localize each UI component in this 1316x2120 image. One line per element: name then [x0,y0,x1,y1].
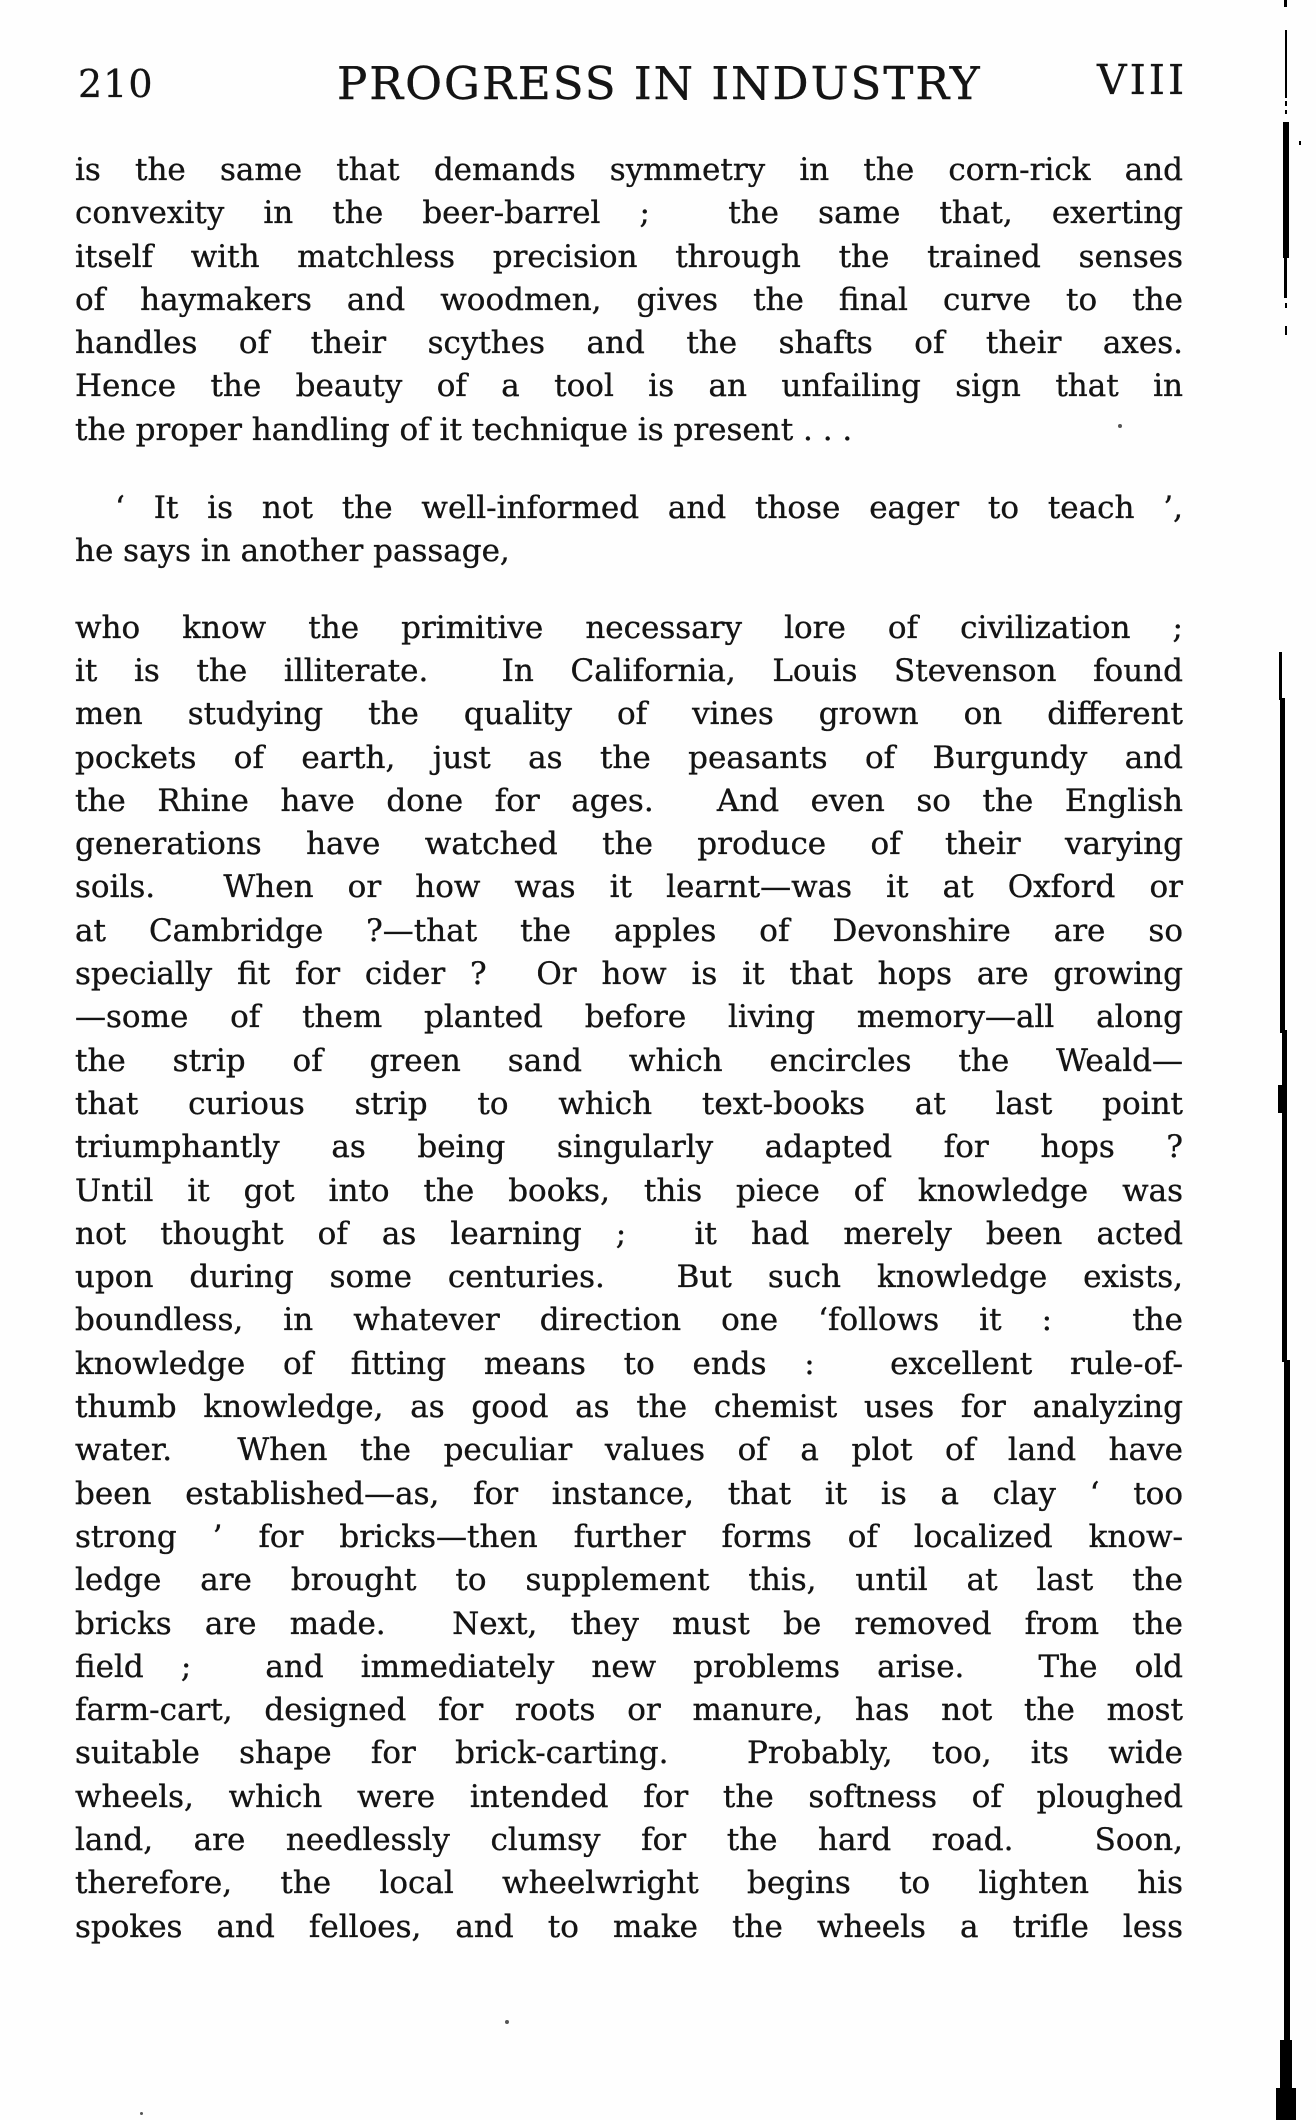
ink-speck [505,2020,509,2024]
text-line: he says in another passage, [75,533,510,570]
paragraph [75,487,1183,574]
text-line: that curious strip to which text-books at last point [75,1085,1183,1122]
text-line: been established—as, for instance, that it is a clay ‘ too [75,1475,1183,1512]
text-line: Until it got into the books, this piece of knowledge was [75,1172,1183,1209]
text-line: who know the primitive necessary lore of civilization ; [75,609,1183,646]
text-line: wheels, which were intended for the softness of ploughed [75,1778,1183,1815]
text-line: generations have watched the produce of their varying [75,826,1183,863]
text-line: spokes and felloes, and to make the wheels a trifle less [75,1908,1183,1945]
text-line: knowledge of fitting means to ends : excellent rule-of- [75,1345,1183,1382]
text-line: soils. When or how was it learnt—was it at Oxford or [75,869,1183,906]
page-number: 210 [78,62,154,106]
text-line: of haymakers and woodmen, gives the final curve to the [75,281,1183,318]
text-line: water. When the peculiar values of a plot of land have [75,1432,1183,1469]
text-line: convexity in the beer-barrel ; the same that, exerting [75,195,1183,232]
body-text [75,149,1183,1949]
text-line: it is the illiterate. In California, Louis Stevenson found [75,652,1183,689]
text-line: bricks are made. Next, they must be removed from the [75,1605,1183,1642]
text-line: ledge are brought to supplement this, until at last the [75,1562,1183,1599]
text-line: thumb knowledge, as good as the chemist uses for analyzing [75,1389,1183,1426]
text-line: triumphantly as being singularly adapted for hops ? [75,1129,1183,1166]
text-line: boundless, in whatever direction one ‘follows it : the [75,1302,1183,1339]
ink-speck [1118,424,1122,428]
text-line: field ; and immediately new problems arise. The old [75,1648,1183,1685]
text-line: men studying the quality of vines grown on different [75,696,1183,733]
paragraph [75,607,1183,1949]
text-line: the proper handling of it technique is present . . . [75,411,853,448]
chapter-number: VIII [1097,56,1188,104]
text-line: farm-cart, designed for roots or manure, has not the most [75,1692,1183,1729]
paragraph [75,149,1183,452]
text-line: the strip of green sand which encircles the Weald— [75,1042,1183,1079]
text-line: itself with matchless precision through the trained senses [75,238,1183,275]
text-line: land, are needlessly clumsy for the hard road. Soon, [75,1821,1183,1858]
text-line: at Cambridge ?—that the apples of Devonshire are so [75,912,1183,949]
text-line: suitable shape for brick-carting. Probably, too, its wide [75,1735,1183,1772]
text-line: is the same that demands symmetry in the corn-rick and [75,152,1183,188]
text-line: pockets of earth, just as the peasants of Burgundy and [75,739,1183,776]
text-line: Hence the beauty of a tool is an unfailing sign that in [75,368,1183,405]
text-line: not thought of as learning ; it had merely been acted [75,1215,1183,1252]
text-line: ‘ It is not the well-informed and those eager to teach ’, [115,490,1183,527]
running-title: PROGRESS IN INDUSTRY [337,57,982,110]
text-line: the Rhine have done for ages. And even so the English [75,782,1183,819]
text-line: specially fit for cider ? Or how is it that hops are growing [75,956,1183,993]
text-line: strong ’ for bricks—then further forms of localized know- [75,1518,1183,1555]
ink-speck [140,2112,143,2115]
text-line: therefore, the local wheelwright begins to lighten his [75,1865,1183,1902]
text-line: handles of their scythes and the shafts of their axes. [75,325,1183,362]
text-line: —some of them planted before living memory—all along [75,999,1183,1036]
text-line: upon during some centuries. But such knowledge exists, [75,1259,1183,1296]
